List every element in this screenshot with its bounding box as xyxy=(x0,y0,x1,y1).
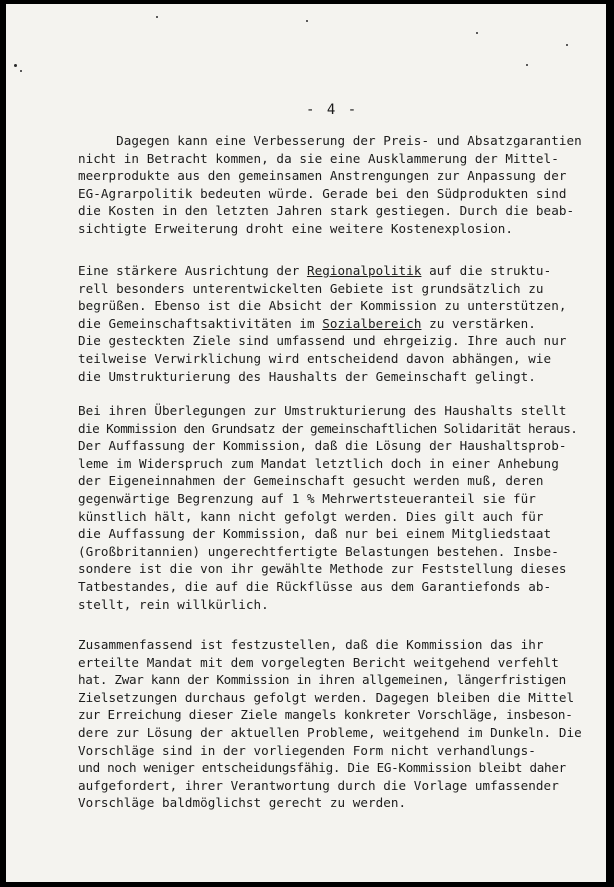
scan-speck xyxy=(566,44,568,46)
text-line: und noch weniger entscheidungsfähig. Die EG-Kommission bleibt daher xyxy=(78,760,566,776)
text-line: Der Auffassung der Kommission, daß die Lösung der Haushaltsprob- xyxy=(78,438,567,454)
text-line: rell besonders unterentwickelten Gebiete ist grundsätzlich zu xyxy=(78,280,544,296)
text-line: die Kosten in den letzten Jahren stark gestiegen. Durch die beab- xyxy=(78,203,575,219)
text-line: die Umstrukturierung des Haushalts der Gemeinschaft gelingt. xyxy=(78,368,536,384)
paragraph-4 xyxy=(78,636,582,812)
underlined-term-regionalpolitik: Regionalpolitik xyxy=(306,263,422,278)
text-segment: die Gemeinschaftsaktivitäten im xyxy=(78,315,323,331)
text-line: der Eigeneinnahmen der Gemeinschaft gesucht werden muß, deren xyxy=(78,473,544,489)
text-line: künstlich hält, kann nicht gefolgt werden. Dies gilt auch für xyxy=(78,508,544,524)
underlined-term-sozialbereich: Sozialbereich xyxy=(322,315,422,331)
text-line: begrüßen. Ebenso ist die Absicht der Kommission zu unterstützen, xyxy=(78,298,567,314)
paragraph-3 xyxy=(78,402,578,613)
scan-speck xyxy=(306,20,308,22)
scan-speck xyxy=(476,32,478,34)
text-line xyxy=(78,315,578,333)
scan-speck xyxy=(14,64,17,67)
text-line: die Auffassung der Kommission, daß nur bei einem Mitgliedstaat xyxy=(78,526,552,542)
text-line: Bei ihren Überlegungen zur Umstrukturierung des Haushalts stellt xyxy=(78,403,567,418)
text-line: meerprodukte aus den gemeinsamen Anstrengungen zur Anpassung der xyxy=(78,168,567,184)
text-line: stellt, rein willkürlich. xyxy=(78,596,269,612)
text-line: (Großbritannien) ungerechtfertigte Belastungen bestehen. Insbe- xyxy=(78,543,559,559)
text-line: aufgefordert, ihrer Verantwortung durch die Vorlage umfassender xyxy=(78,777,559,793)
document-page xyxy=(6,4,606,882)
scan-speck xyxy=(20,70,22,72)
text-line: Zusammenfassend ist festzustellen, daß die Kommission das ihr xyxy=(78,637,544,652)
text-line: Dagegen kann eine Verbesserung der Preis- und Absatzgarantien xyxy=(78,133,582,148)
text-line: Vorschläge sind in der vorliegenden Form nicht verhandlungs- xyxy=(78,742,536,758)
text-line: Tatbestandes, die auf die Rückflüsse aus dem Garantiefonds ab- xyxy=(78,578,552,594)
text-line: sondere ist die von ihr gewählte Methode zur Feststellung dieses xyxy=(78,561,567,577)
text-line: nicht in Betracht kommen, da sie eine Ausklammerung der Mittel- xyxy=(78,150,559,166)
text-line: EG-Agrarpolitik bedeuten würde. Gerade bei den Südprodukten sind xyxy=(78,185,567,201)
text-line: dere zur Lösung der aktuellen Probleme, weitgehend im Dunkeln. Die xyxy=(78,724,582,740)
text-line: sichtigte Erweiterung droht eine weitere Kostenexplosion. xyxy=(78,220,514,236)
text-line: Zielsetzungen durchaus gefolgt werden. Dagegen bleiben die Mittel xyxy=(78,689,575,705)
text-line: erteilte Mandat mit dem vorgelegten Bericht weitgehend verfehlt xyxy=(78,654,559,670)
scan-speck xyxy=(156,16,158,18)
text-line: leme im Widerspruch zum Mandat letztlich doch in einer Anhebung xyxy=(78,455,559,471)
text-line: hat. Zwar kann der Kommission in ihren allgemeinen, längerfristigen xyxy=(78,672,566,688)
paragraph-1 xyxy=(78,132,582,238)
text-line xyxy=(78,262,578,280)
paragraph-2 xyxy=(78,262,578,385)
text-line: Vorschläge baldmöglichst gerecht zu werden. xyxy=(78,795,407,811)
text-segment: zu verstärken. xyxy=(421,315,536,331)
text-line: gegenwärtige Begrenzung auf 1 % Mehrwertsteueranteil sie für xyxy=(78,490,536,506)
text-line: zur Erreichung dieser Ziele mangels konkreter Vorschläge, insbeson- xyxy=(78,707,573,723)
text-segment: auf die struktu- xyxy=(421,263,552,278)
text-line: teilweise Verwirklichung wird entscheidend davon abhängen, wie xyxy=(78,350,552,366)
scan-speck xyxy=(526,64,528,66)
text-segment: Eine stärkere Ausrichtung der xyxy=(78,263,307,278)
text-line: die Kommission den Grundsatz der gemeinschaftlichen Solidarität heraus. xyxy=(78,420,578,436)
text-line: Die gesteckten Ziele sind umfassend und ehrgeizig. Ihre auch nur xyxy=(78,333,567,349)
page-number: - 4 - xyxy=(306,102,359,118)
